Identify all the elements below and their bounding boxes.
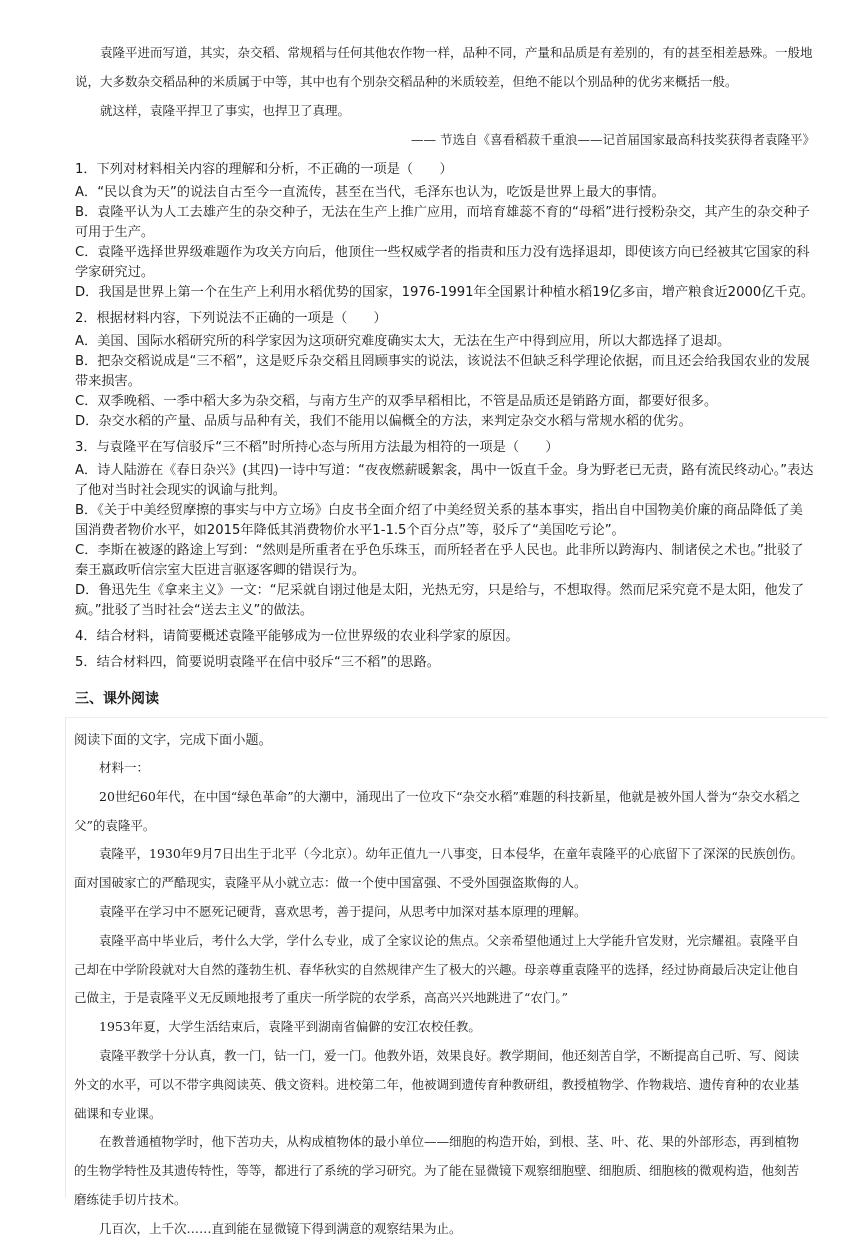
paragraph: 袁隆平高中毕业后，考什么大学，学什么专业，成了全家议论的焦点。父亲希望他通过上大学能升官发财，光宗耀祖。袁隆平自己却在中学阶段就对大自然的蓬勃生机、春华秋实的自然规律产生了极大的兴趣。母亲尊重袁隆平的选择，经过协商最后决定让他自己做主，于是袁隆平义无反顾地报考了重庆一所学院的农学系，高高兴兴地跳进了“农门。” [74,932,800,1006]
paragraph: 袁隆平，1930年9月7日出生于北平（今北京）。幼年正值九一八事变，日本侵华，在童年袁隆平的心底留下了深深的民族创伤。面对国破家亡的严酷现实，袁隆平从小就立志：做一个使中国富强、不受外国强盗欺侮的人。 [74,846,803,891]
section-title: 三、课外阅读 [75,691,159,707]
paragraph: 20世纪60年代，在中国“绿色革命”的大潮中，涌现出了一位攻下“杂交水稻”难题的科技新星，他就是被外国人誉为“杂交水稻之父”的袁隆平。 [74,788,801,833]
option-d: D．鲁迅先生《拿来主义》一文：“尼采就自诩过他是太阳，光热无穷，只是给与，不想取得。然而尼采究竟不是太阳，他发了疯。”批驳了当时社会“送去主义”的做法。 [75,583,805,618]
option-c: C．李斯在被逐的路途上写到：“然则是所重者在乎色乐珠玉，而所轻者在乎人民也。此非所以跨海内、制诸侯之术也。”批驳了秦王嬴政听信宗室大臣进言驱逐客卿的错误行为。 [75,543,804,578]
option-b: B．《关于中美经贸摩擦的事实与中方立场》白皮书全面介绍了中美经贸关系的基本事实，指出自中国物美价廉的商品降低了美国消费者物价水平，如2015年降低其消费物价水平1-1.5个百分点”等，驳斥了“美国吃亏论”。 [75,503,803,538]
option-a: A．诗人陆游在《春日杂兴》(其四)一诗中写道：“夜夜燃薪暖絮衾，禺中一饭直千金。身为野老已无责，路有流民终动心。”表达了他对当时社会现实的讽谕与批判。 [75,463,814,498]
paragraph: 就这样，袁隆平捍卫了事实，也捍卫了真理。 [100,103,351,118]
source-citation: —— 节选自《喜看稻菽千重浪——记首届国家最高科技奖获得者袁隆平》 [411,132,815,147]
option-c: C．双季晚稻、一季中稻大多为杂交稻，与南方生产的双季早稻相比，不管是品质还是销路方面，都要好很多。 [75,394,718,409]
paragraph: 袁隆平进而写道，其实，杂交稻、常规稻与任何其他农作物一样，品种不同，产量和品质是有差别的，有的甚至相差悬殊。一般地说，大多数杂交稻品种的米质属于中等，其中也有个别杂交稻品种的米质较差，但绝不能以个别品种的优劣来概括一般。 [75,45,813,89]
passage-tail [75,38,815,676]
option-b: B．袁隆平认为人工去雄产生的杂交种子，无法在生产上推广应用，而培育雄蕊不育的“母稻”进行授粉杂交，其产生的杂交种子可用于生产。 [75,205,810,240]
paragraph: 袁隆平教学十分认真，教一门，钻一门，爱一门。他教外语，效果良好。教学期间，他还刻苦自学，不断提高自己听、写、阅读外文的水平，可以不带字典阅读英、俄文资料。进校第二年，他被调到遗传育种教研组，教授植物学、作物栽培、遗传育种的农业基础课和专业课。 [74,1047,800,1121]
material-label: 材料一： [99,760,150,775]
paragraph: 在教普通植物学时，他下苦功夫，从构成植物体的最小单位——细胞的构造开始，到根、茎、叶、花、果的外部形态，再到植物的生物学特性及其遗传特性，等等，都进行了系统的学习研究。为了能在显微镜下观察细胞壁、细胞质、细胞核的微观构造，他刻苦磨练徒手切片技术。 [74,1134,800,1207]
option-d: D．我国是世界上第一个在生产上利用水稻优势的国家，1976-1991年全国累计种植水稻19亿多亩，增产粮食近2000亿千克。 [75,285,814,300]
reading-passage-box [65,717,828,1236]
passage-instruction: 阅读下面的文字，完成下面小题。 [74,733,272,748]
question-stem: 2．根据材料内容，下列说法不正确的一项是（ ） [75,311,387,326]
option-a: A．美国、国际水稻研究所的科学家因为这项研究难度确实太大，无法在生产中得到应用，所以大都选择了退却。 [75,334,731,349]
question-5: 5．结合材料四，简要说明袁隆平在信中驳斥“三不稻”的思路。 [75,655,440,670]
question-1 [75,160,815,303]
question-2 [75,309,815,432]
option-d: D．杂交水稻的产量、品质与品种有关，我们不能用以偏概全的方法，来判定杂交水稻与常规水稻的优劣。 [75,414,692,429]
question-stem: 1．下列对材料相关内容的理解和分析，不正确的一项是（ ） [75,162,453,177]
paragraph: 1953年夏，大学生活结束后，袁隆平到湖南省偏僻的安江农校任教。 [99,1019,481,1035]
option-c: C．袁隆平选择世界级难题作为攻关方向后，他顶住一些权威学者的指责和压力没有选择退却，即使该方向已经被其它国家的科学家研究过。 [75,245,810,280]
question-3 [75,438,815,621]
paragraph: 几百次，上千次……直到能在显微镜下得到满意的观察结果为止。 [99,1220,462,1236]
paragraph: 袁隆平在学习中不愿死记硬背，喜欢思考，善于提问，从思考中加深对基本原理的理解。 [99,903,587,919]
option-a: A．“民以食为天”的说法自古至今一直流传，甚至在当代，毛泽东也认为，吃饭是世界上最大的事情。 [75,185,665,200]
question-stem: 3．与袁隆平在写信驳斥“三不稻”时所持心态与所用方法最为相符的一项是（ ） [75,440,559,455]
option-b: B．把杂交稻说成是“三不稻”，这是贬斥杂交稻且罔顾事实的说法，该说法不但缺乏科学理论依据，而且还会给我国农业的发展带来损害。 [75,354,810,389]
question-4: 4．结合材料，请简要概述袁隆平能够成为一位世界级的农业科学家的原因。 [75,629,519,644]
